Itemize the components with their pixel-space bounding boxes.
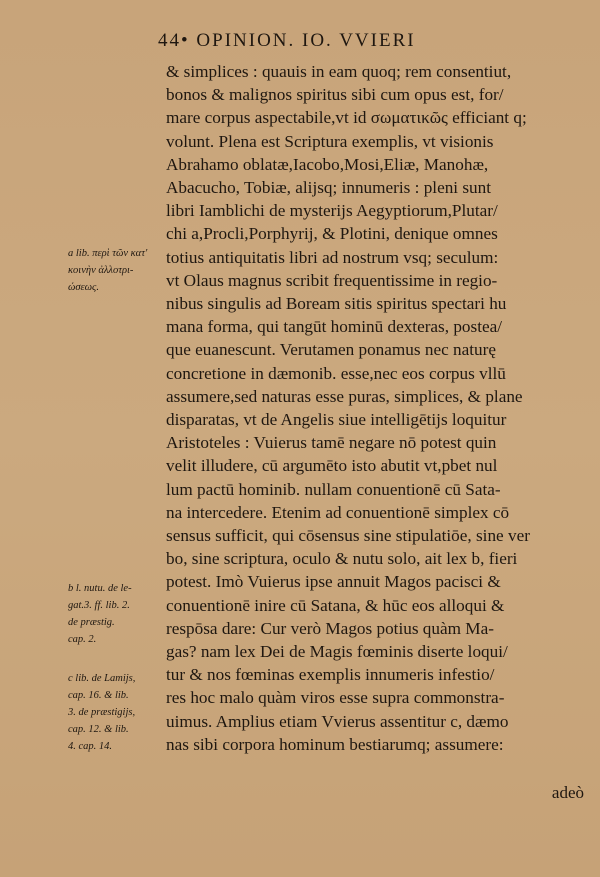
margin-note-line: gat.3. ff. lib. 2. — [68, 600, 130, 611]
margin-note-line: de præstig. — [68, 617, 115, 628]
text-line: sensus sufficit, qui cōsensus sine stipulatiōe, sine ver — [166, 526, 530, 546]
text-line: bonos & malignos spiritus sibi cum opus est, for/ — [166, 85, 504, 105]
text-line: Abacucho, Tobiæ, alijsq; innumeris : pleni sunt — [166, 178, 492, 198]
text-line: velit illudere, cū argumēto isto abutit vt,pbet nul — [166, 456, 498, 476]
text-line: volunt. Plena est Scriptura exemplis, vt visionis — [166, 131, 494, 151]
text-line: potest. Imò Vuierus ipse annuit Magos pacisci & — [166, 572, 501, 592]
body-text — [166, 60, 584, 756]
text-line: tur & nos fœminas exemplis innumeris infestio/ — [166, 665, 495, 685]
text-line: nibus singulis ad Boream sitis spiritus spectari hu — [166, 294, 507, 314]
text-line: & simplices : quauis in eam quoq; rem consentiut, — [166, 62, 512, 81]
margin-note-line: 4. cap. 14. — [68, 741, 113, 752]
text-line: concretione in dæmonib. esse,nec eos corpus vllū — [166, 363, 506, 383]
margin-note-line: c lib. de Lamijs, — [68, 673, 136, 684]
margin-note-line: a lib. περὶ τῶν κατ' — [68, 248, 148, 259]
text-line: nas sibi corpora hominum bestiarumq; assumere: — [166, 734, 504, 754]
margin-note-a — [68, 245, 168, 296]
text-line: mana forma, qui tangūt hominū dexteras, postea/ — [166, 317, 503, 337]
text-line: bo, sine scriptura, oculo & nutu solo, ait lex b, fieri — [166, 549, 518, 569]
text-line: Abrahamo oblatæ,Iacobo,Mosi,Eliæ, Manohæ, — [166, 154, 489, 174]
text-line: gas? nam lex Dei de Magis fœminis diserte loqui/ — [166, 642, 508, 662]
margin-note-line: κοινὴν ἀλλοτρι- — [68, 265, 134, 276]
margin-note-b — [68, 580, 168, 648]
margin-note-line: cap. 16. & lib. — [68, 690, 129, 701]
text-line: que euanescunt. Verutamen ponamus nec naturę — [166, 340, 496, 360]
catchword: adeò — [551, 783, 584, 802]
text-line: disparatas, vt de Angelis siue intelligētijs loquitur — [166, 410, 507, 430]
margin-note-line: ώσεως. — [68, 282, 99, 293]
text-line: totius antiquitatis libri ad nostrum vsq; seculum: — [166, 247, 499, 267]
text-line: lum pactū hominib. nullam conuentionē cū Sata- — [166, 479, 501, 499]
text-line: chi a,Procli,Porphyrij, & Plotini, denique omnes — [166, 224, 498, 244]
text-line: respōsa dare: Cur verò Magos potius quàm Ma- — [166, 618, 494, 638]
text-line: vt Olaus magnus scribit frequentissime in regio- — [166, 270, 498, 290]
margin-note-line: cap. 12. & lib. — [68, 724, 129, 735]
margin-note-line: b l. nutu. de le- — [68, 583, 132, 594]
text-line: Aristoteles : Vuierus tamē negare nō potest quin — [166, 433, 497, 453]
running-header: 44• OPINION. IO. VVIERI — [158, 30, 416, 51]
margin-note-c — [68, 670, 168, 755]
text-line: assumere,sed naturas esse puras, simplices, & plane — [166, 386, 523, 406]
text-line: na intercedere. Etenim ad conuentionē simplex cō — [166, 502, 510, 522]
text-line: libri Iamblichi de mysterijs Aegyptiorum,Plutar/ — [166, 201, 498, 221]
text-line: conuentionē inire cū Satana, & hūc eos alloqui & — [166, 595, 505, 615]
text-line: res hoc malo quàm viros esse supra commonstra- — [166, 688, 505, 708]
text-line: mare corpus aspectabile,vt id σωματικῶς efficiant q; — [166, 108, 527, 128]
margin-note-line: 3. de præstigijs, — [68, 707, 136, 718]
margin-note-line: cap. 2. — [68, 634, 97, 645]
text-line: uimus. Amplius etiam Vvierus assentitur c, dæmo — [166, 711, 509, 731]
